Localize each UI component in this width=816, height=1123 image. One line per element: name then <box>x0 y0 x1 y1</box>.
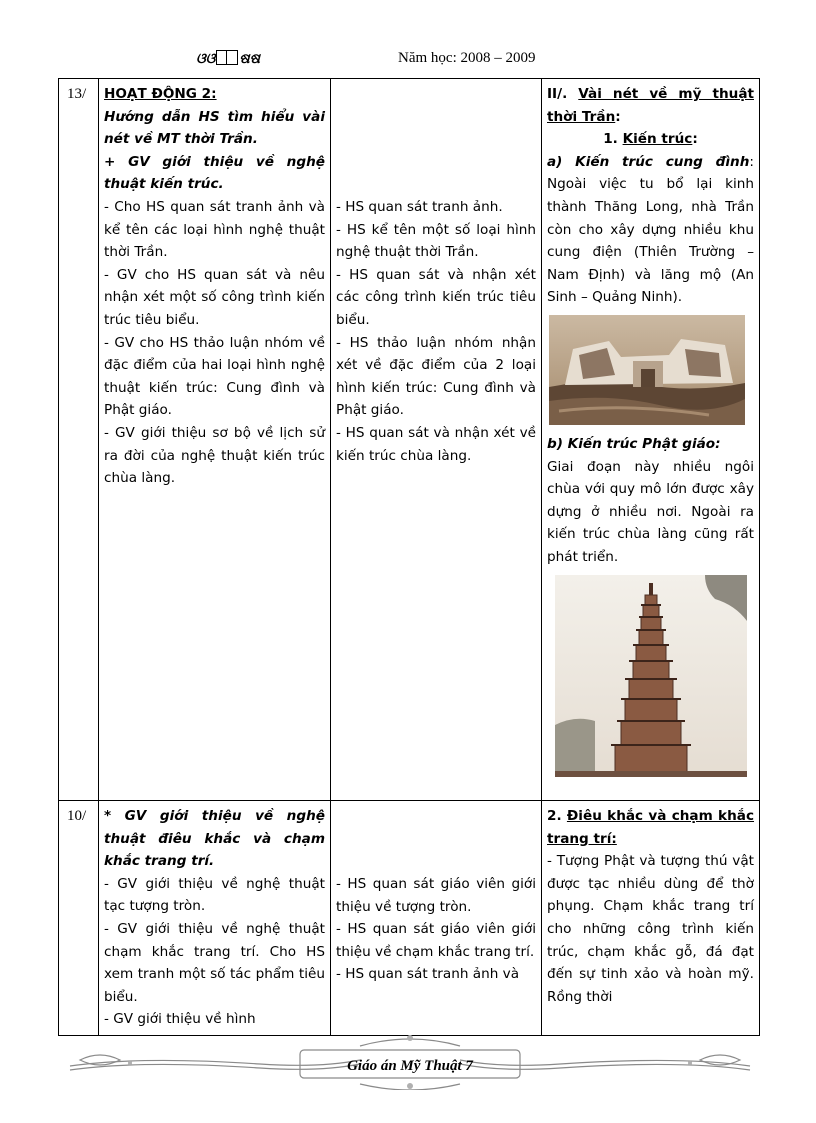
list-item: - HS quan sát tranh ảnh và <box>336 966 520 983</box>
activity-subtitle: Hướng dẫn HS tìm hiểu vài nét về MT thời Trần. <box>104 108 325 148</box>
list-item: - HS quan sát giáo viên giới thiệu về tượng tròn. <box>336 876 536 915</box>
paragraph-buddhist: Giai đoạn này nhiều ngôi chùa với quy mô lớn được xây dựng ở nhiều nơi. Ngoài ra kiến trúc chùa làng cũng rất phát triển. <box>547 458 754 565</box>
list-item: - HS quan sát và nhận xét về kiến trúc chùa làng. <box>336 424 536 464</box>
section-heading: II/. Vài nét về mỹ thuật thời Trần: <box>547 86 754 125</box>
time-cell: 13/ <box>59 79 99 801</box>
list-item: - Cho HS quan sát tranh ảnh và kể tên các loại hình nghệ thuật thời Trần. <box>104 198 325 261</box>
list-item: - GV giới thiệu sơ bộ về lịch sử ra đời của nghệ thuật kiến trúc chùa làng. <box>104 424 325 487</box>
paragraph-sculpture: - Tượng Phật và tượng thú vật được tạc nhiều dùng để thờ phụng. Chạm khắc trang trí cho những công trình kiến trúc, chạm khắc gỗ, đá đạt đến sự tinh xảo và hoàn mỹ. Rồng thời <box>547 853 754 1005</box>
activity-title: HOẠT ĐỘNG 2: <box>104 86 217 102</box>
list-item: - GV cho HS quan sát và nêu nhận xét một số công trình kiến trúc tiêu biểu. <box>104 266 325 328</box>
activity-intro: * GV giới thiệu về nghệ thuật điêu khắc và chạm khắc trang trí. <box>104 808 325 870</box>
subsection-heading: 1. Kiến trúc: <box>603 131 698 148</box>
paragraph-buddhist-label: b) Kiến trúc Phật giáo: <box>547 435 721 452</box>
content-cell <box>542 79 760 801</box>
footer-title: Giáo án Mỹ Thuật 7 <box>347 1058 473 1074</box>
paragraph-palace: a) Kiến trúc cung đình: Ngoài việc tu bổ lại kinh thành Thăng Long, nhà Trần còn cho xây dựng nhiều khu cung điện (Thiên Trường – Nam Định) và lăng mộ (An Sinh – Quảng Ninh). <box>547 153 754 306</box>
book-icon <box>216 50 238 65</box>
lesson-table <box>58 78 760 1036</box>
table-row <box>59 79 760 801</box>
subsection-heading: 2. Điêu khắc và chạm khắc trang trí: <box>547 808 755 847</box>
list-item: - GV giới thiệu về hình <box>104 1011 256 1028</box>
student-activity-cell <box>331 79 542 801</box>
list-item: - HS quan sát và nhận xét các công trình kiến trúc tiêu biểu. <box>336 266 536 328</box>
list-item: - GV cho HS thảo luận nhóm về đặc điểm của hai loại hình nghệ thuật kiến trúc: Cung đình và Phật giáo. <box>104 334 325 419</box>
list-item: - GV giới thiệu về nghệ thuật chạm khắc trang trí. Cho HS xem tranh một số tác phẩm tiêu biểu. <box>104 920 325 1005</box>
list-item: - HS thảo luận nhóm nhận xét về đặc điểm của 2 loại hình kiến trúc: Cung đình và Phật giáo. <box>336 334 536 419</box>
header-ornament <box>196 50 260 68</box>
time-cell: 10/ <box>59 801 99 1036</box>
student-activity-cell <box>331 801 542 1036</box>
ornament-right: ଷଷ <box>239 52 260 67</box>
page-footer <box>60 1030 760 1090</box>
teacher-activity-cell <box>99 801 331 1036</box>
school-year: Năm học: 2008 – 2009 <box>398 50 536 66</box>
list-item: - HS quan sát giáo viên giới thiệu về chạm khắc trang trí. <box>336 921 536 960</box>
page-header <box>0 48 816 74</box>
teacher-activity-cell <box>99 79 331 801</box>
palace-ruins-photo <box>549 315 745 425</box>
activity-intro: + GV giới thiệu về nghệ thuật kiến trúc. <box>104 153 325 193</box>
table-row <box>59 801 760 1036</box>
list-item: - HS kể tên một số loại hình nghệ thuật thời Trần. <box>336 221 536 261</box>
pagoda-tower-photo <box>555 575 747 777</box>
list-item: - HS quan sát tranh ảnh. <box>336 199 503 215</box>
content-cell <box>542 801 760 1036</box>
ornament-left: ଓଓ <box>196 52 216 67</box>
list-item: - GV giới thiệu về nghệ thuật tạc tượng tròn. <box>104 875 325 915</box>
